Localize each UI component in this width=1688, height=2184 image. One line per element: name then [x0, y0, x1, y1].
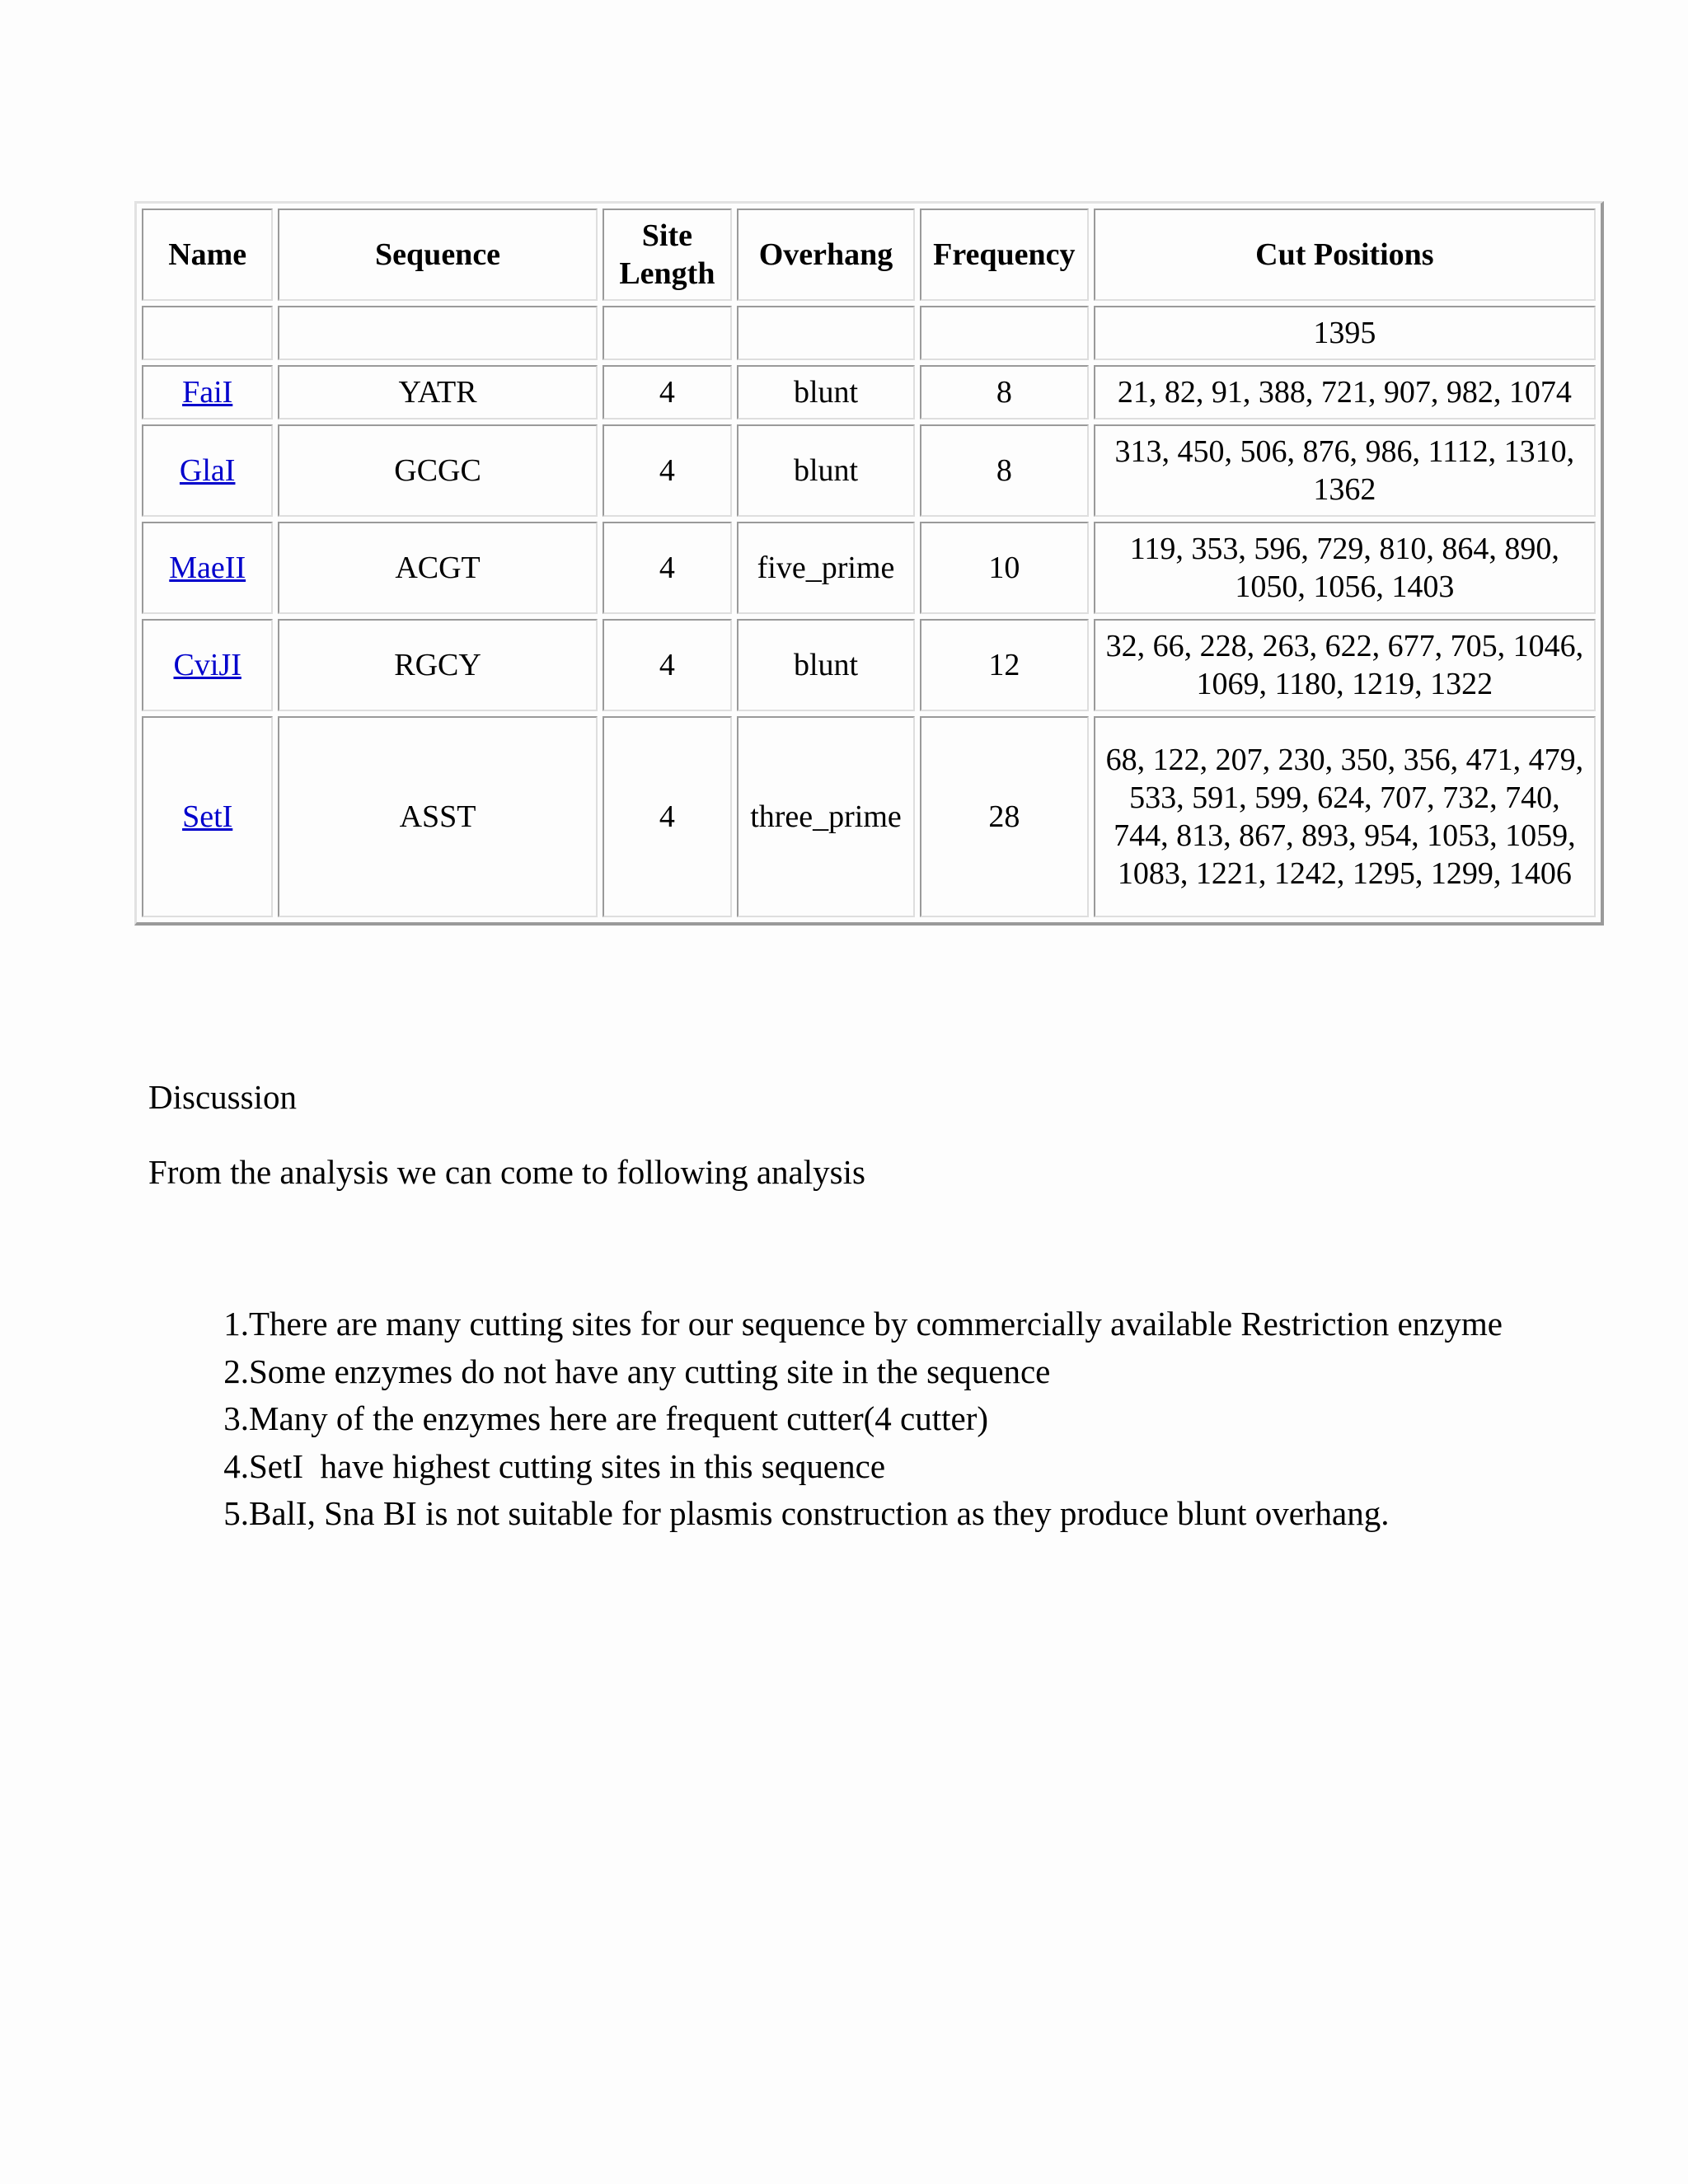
- cell-cut-positions: 1395: [1094, 306, 1596, 360]
- table-row: [142, 619, 1596, 711]
- cell-overhang: five_prime: [737, 522, 915, 614]
- table-row: [142, 716, 1596, 917]
- cell-name: [142, 522, 273, 614]
- enzyme-link-cviji[interactable]: CviJI: [173, 648, 241, 682]
- list-item: [148, 1395, 1632, 1443]
- list-item: [148, 1490, 1632, 1538]
- list-item: [148, 1348, 1632, 1396]
- list-text: There are many cutting sites for our sequence by commercially available Restriction enzyme: [249, 1305, 1503, 1343]
- enzyme-table: [134, 201, 1604, 926]
- cell-cut-positions: 313, 450, 506, 876, 986, 1112, 1310, 1362: [1094, 424, 1596, 517]
- cell-sequence: RGCY: [278, 619, 597, 711]
- list-number: 3.: [223, 1399, 249, 1437]
- header-site-length: Site Length: [603, 209, 732, 301]
- enzyme-link-maeii[interactable]: MaeII: [169, 551, 246, 585]
- header-frequency: Frequency: [920, 209, 1089, 301]
- enzyme-link-seti[interactable]: SetI: [182, 799, 233, 834]
- cell-sequence: ACGT: [278, 522, 597, 614]
- list-number: 2.: [223, 1352, 249, 1390]
- cell-overhang: blunt: [737, 365, 915, 419]
- cell-frequency: 28: [920, 716, 1089, 917]
- cell-cut-positions: 68, 122, 207, 230, 350, 356, 471, 479, 533, 591, 599, 624, 707, 732, 740, 744, 813, 867, 893, 954, 1053, 1059, 1083, 1221, 1242, 1295, 1299, 1406: [1094, 716, 1596, 917]
- cell-overhang: three_prime: [737, 716, 915, 917]
- cell-site-length: 4: [603, 619, 732, 711]
- cell-frequency: 8: [920, 424, 1089, 517]
- list-item: [148, 1301, 1632, 1348]
- cell-site-length: 4: [603, 716, 732, 917]
- cell-name: [142, 716, 273, 917]
- table-header-row: [142, 209, 1596, 301]
- cell-sequence: [278, 306, 597, 360]
- cell-frequency: 12: [920, 619, 1089, 711]
- cell-name: [142, 424, 273, 517]
- list-item: [148, 1443, 1632, 1491]
- cell-overhang: blunt: [737, 424, 915, 517]
- cell-sequence: ASST: [278, 716, 597, 917]
- enzyme-link-faii[interactable]: FaiI: [182, 375, 233, 410]
- cell-sequence: YATR: [278, 365, 597, 419]
- cell-frequency: 10: [920, 522, 1089, 614]
- cell-frequency: 8: [920, 365, 1089, 419]
- cell-overhang: blunt: [737, 619, 915, 711]
- cell-site-length: 4: [603, 522, 732, 614]
- cell-frequency: [920, 306, 1089, 360]
- cell-overhang: [737, 306, 915, 360]
- header-sequence: Sequence: [278, 209, 597, 301]
- header-name: Name: [142, 209, 273, 301]
- cell-sequence: GCGC: [278, 424, 597, 517]
- table-row: [142, 424, 1596, 517]
- list-text: BalI, Sna BI is not suitable for plasmis construction as they produce blunt overhang.: [249, 1494, 1390, 1532]
- cell-cut-positions: 119, 353, 596, 729, 810, 864, 890, 1050, 1056, 1403: [1094, 522, 1596, 614]
- cell-name: [142, 619, 273, 711]
- cell-cut-positions: 21, 82, 91, 388, 721, 907, 982, 1074: [1094, 365, 1596, 419]
- table-row: [142, 306, 1596, 360]
- enzyme-link-glai[interactable]: GlaI: [179, 453, 236, 488]
- cell-site-length: 4: [603, 365, 732, 419]
- discussion-heading: Discussion: [148, 1078, 297, 1116]
- list-number: 1.: [223, 1305, 249, 1343]
- list-number: 5.: [223, 1494, 249, 1532]
- list-number: 4.: [223, 1446, 249, 1485]
- table-row: [142, 365, 1596, 419]
- cell-site-length: [603, 306, 732, 360]
- cell-name: [142, 365, 273, 419]
- cell-site-length: 4: [603, 424, 732, 517]
- cell-name: [142, 306, 273, 360]
- discussion-intro: From the analysis we can come to following analysis: [148, 1153, 865, 1191]
- list-text: Some enzymes do not have any cutting site in the sequence: [249, 1352, 1051, 1390]
- header-overhang: Overhang: [737, 209, 915, 301]
- table-row: [142, 522, 1596, 614]
- findings-list: [148, 1301, 1632, 1538]
- list-text: SetI have highest cutting sites in this sequence: [249, 1446, 886, 1485]
- list-text: Many of the enzymes here are frequent cutter(4 cutter): [249, 1399, 988, 1437]
- header-cut-positions: Cut Positions: [1094, 209, 1596, 301]
- cell-cut-positions: 32, 66, 228, 263, 622, 677, 705, 1046, 1069, 1180, 1219, 1322: [1094, 619, 1596, 711]
